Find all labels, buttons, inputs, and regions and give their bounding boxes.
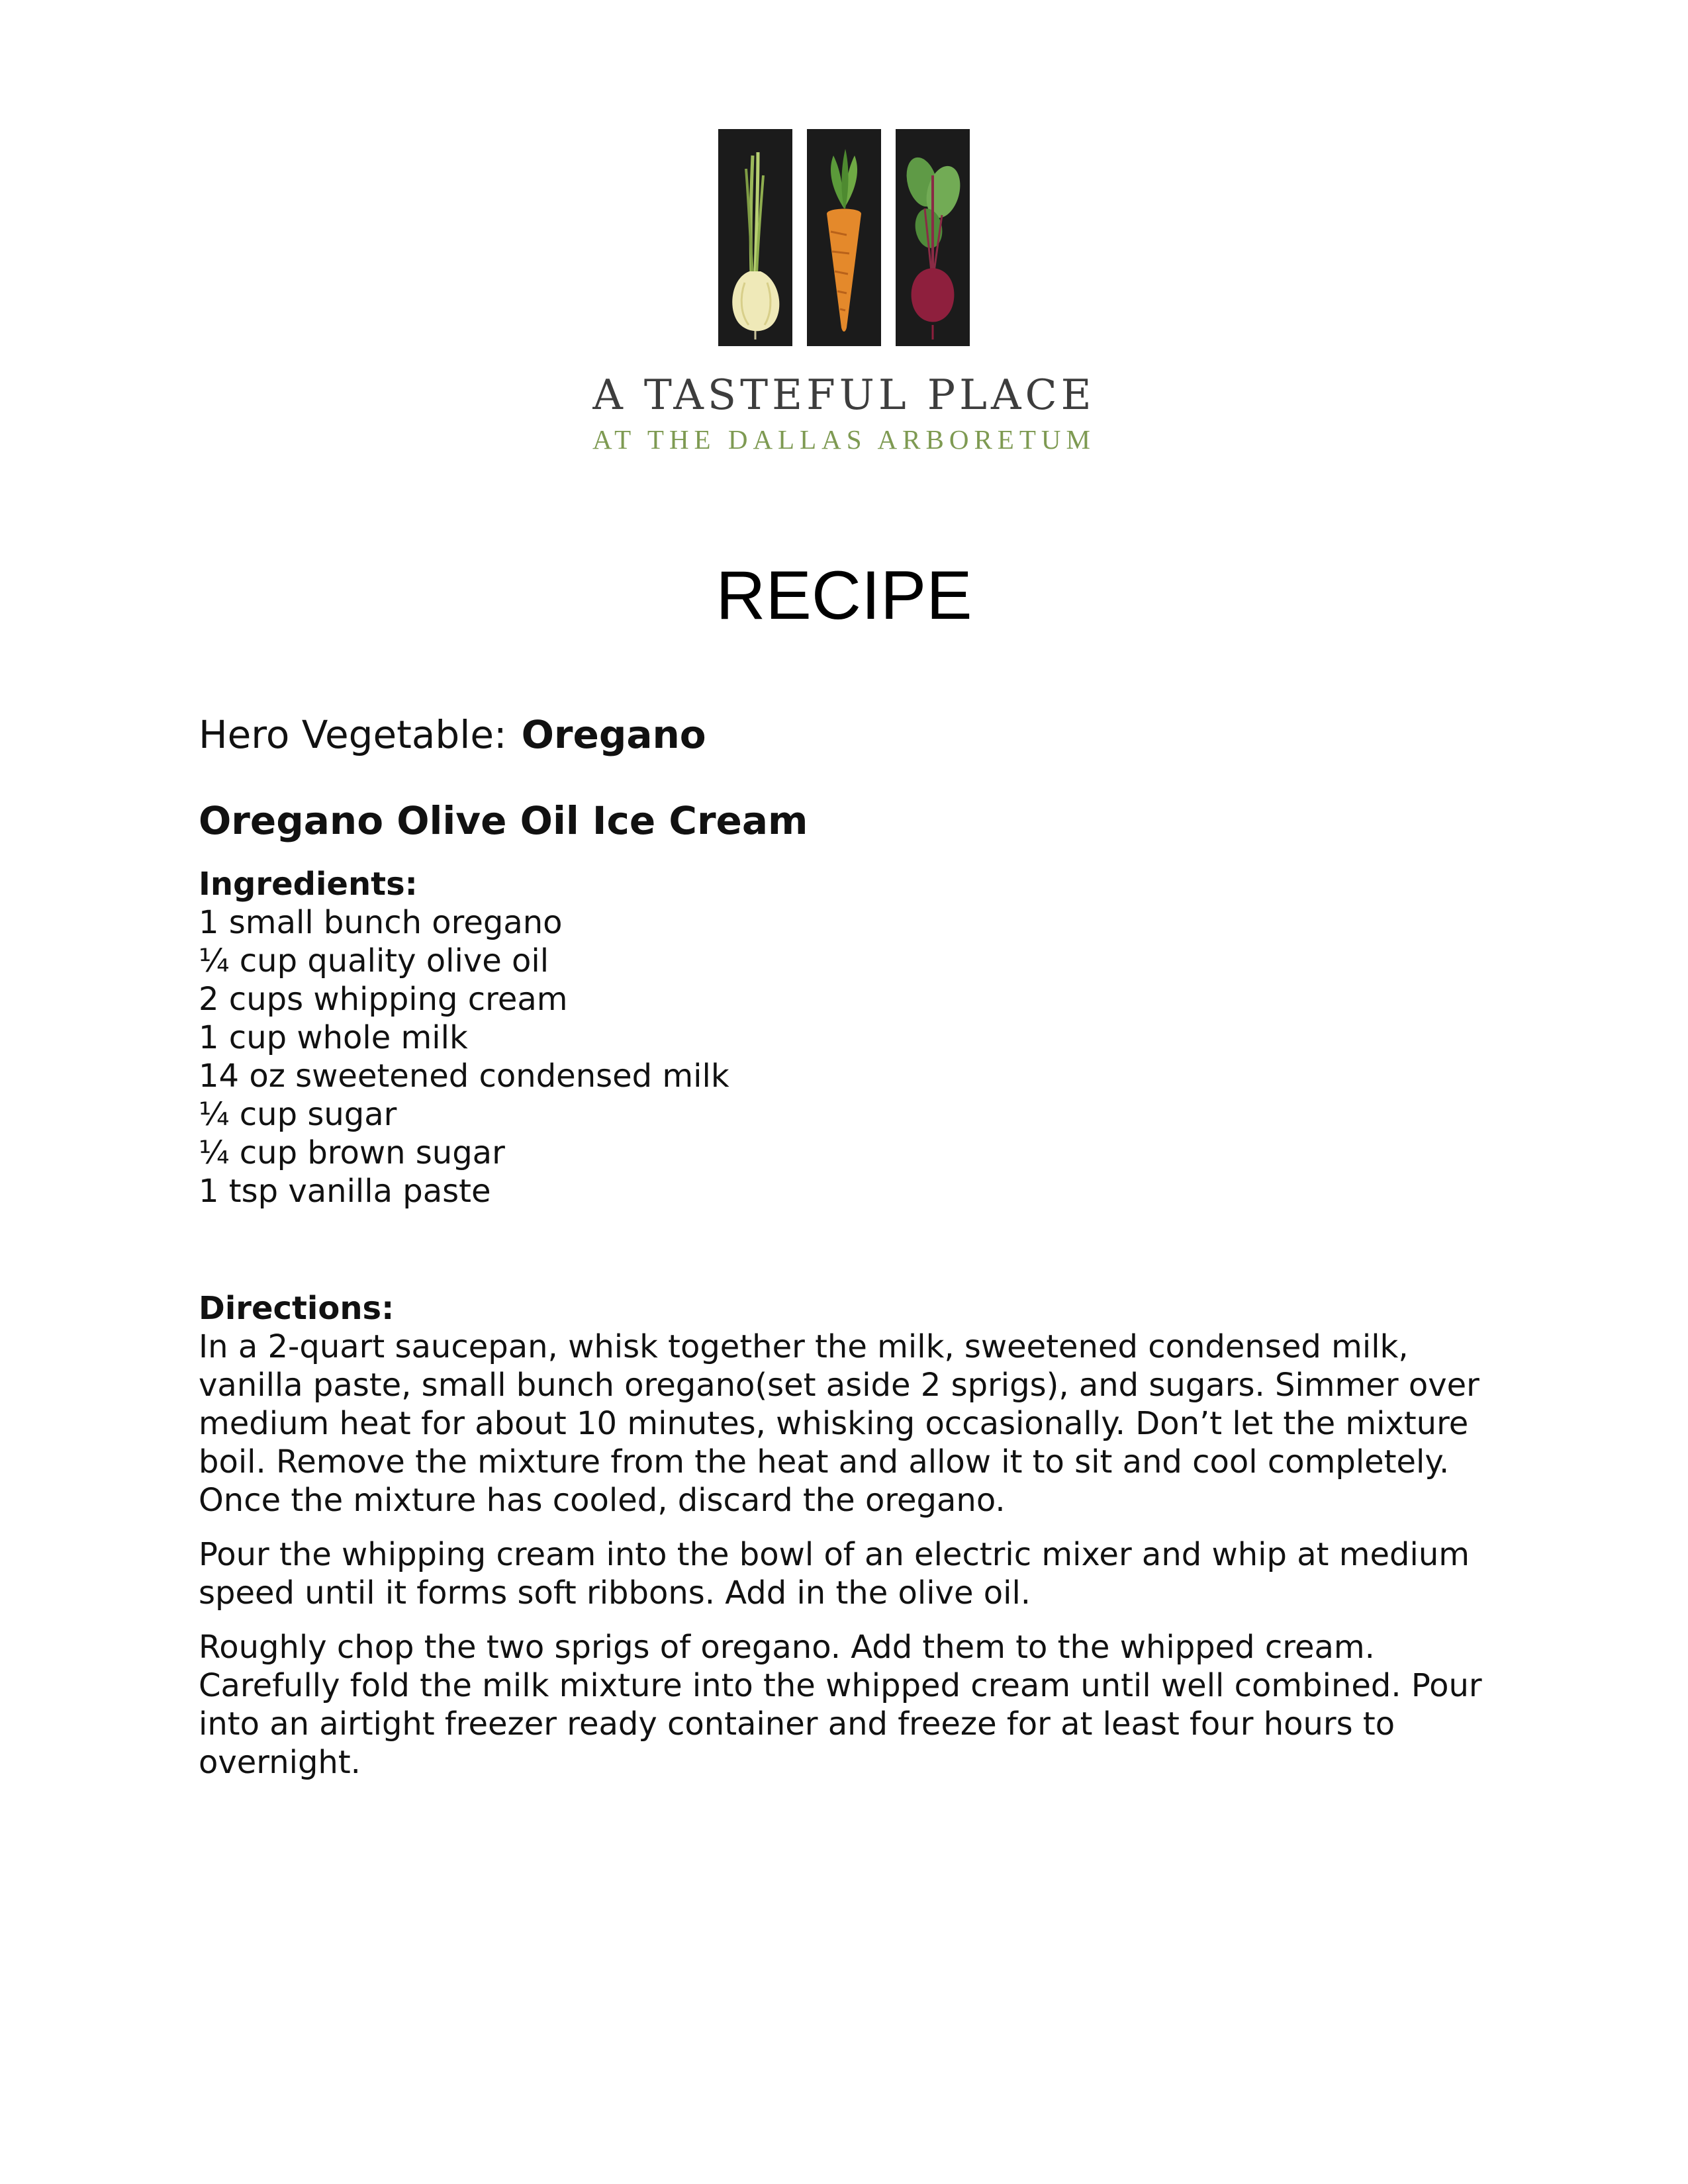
ingredient-item: 14 oz sweetened condensed milk [199, 1058, 729, 1095]
direction-paragraph: Roughly chop the two sprigs of oregano. Add them to the whipped cream. Carefully fold the milk mixture into the whipped cream until well combined. Pour into an airtight freezer ready container and freeze for at least four hours to overnight. [199, 1629, 1482, 1781]
direction-paragraph: In a 2-quart saucepan, whisk together the milk, sweetened condensed milk, vanilla paste, small bunch oregano(set aside 2 sprigs), and sugars. Simmer over medium heat for about 10 minutes, whisking occasionally. Don’t let the mixture boil. Remove the mixture from the heat and allow it to sit and cool completely. Once the mixture has cooled, discard the oregano. [199, 1328, 1479, 1519]
ingredients-section [199, 865, 1496, 1210]
ingredients-heading: Ingredients: [199, 866, 418, 903]
directions-section [199, 1289, 1496, 1782]
document-title: RECIPE [716, 557, 972, 634]
direction-paragraph: Pour the whipping cream into the bowl of an electric mixer and whip at medium speed until it forms soft ribbons. Add in the olive oil. [199, 1536, 1470, 1612]
brand-name: A TASTEFUL PLACE [592, 371, 1096, 419]
logo [718, 129, 970, 346]
ingredient-item: ¼ cup quality olive oil [199, 942, 549, 979]
ingredient-item: 1 small bunch oregano [199, 904, 563, 941]
beet-icon [896, 129, 970, 346]
brand-block [583, 371, 1105, 455]
hero-vegetable-line [199, 711, 1496, 758]
ingredient-item: ¼ cup sugar [199, 1096, 397, 1133]
brand-subtitle: AT THE DALLAS ARBORETUM [592, 424, 1096, 455]
hero-vegetable-value: Oregano [521, 712, 706, 757]
ingredient-item: 1 tsp vanilla paste [199, 1173, 491, 1210]
ingredients-list [199, 903, 1496, 1210]
directions-heading: Directions: [199, 1290, 395, 1327]
recipe-content [199, 711, 1496, 1797]
carrot-icon [807, 129, 881, 346]
ingredient-item: 1 cup whole milk [199, 1019, 468, 1056]
recipe-title: Oregano Olive Oil Ice Cream [199, 798, 808, 843]
ingredient-item: 2 cups whipping cream [199, 981, 568, 1018]
onion-icon [718, 129, 792, 346]
hero-vegetable-label: Hero Vegetable: [199, 712, 507, 757]
ingredient-item: ¼ cup brown sugar [199, 1134, 505, 1171]
